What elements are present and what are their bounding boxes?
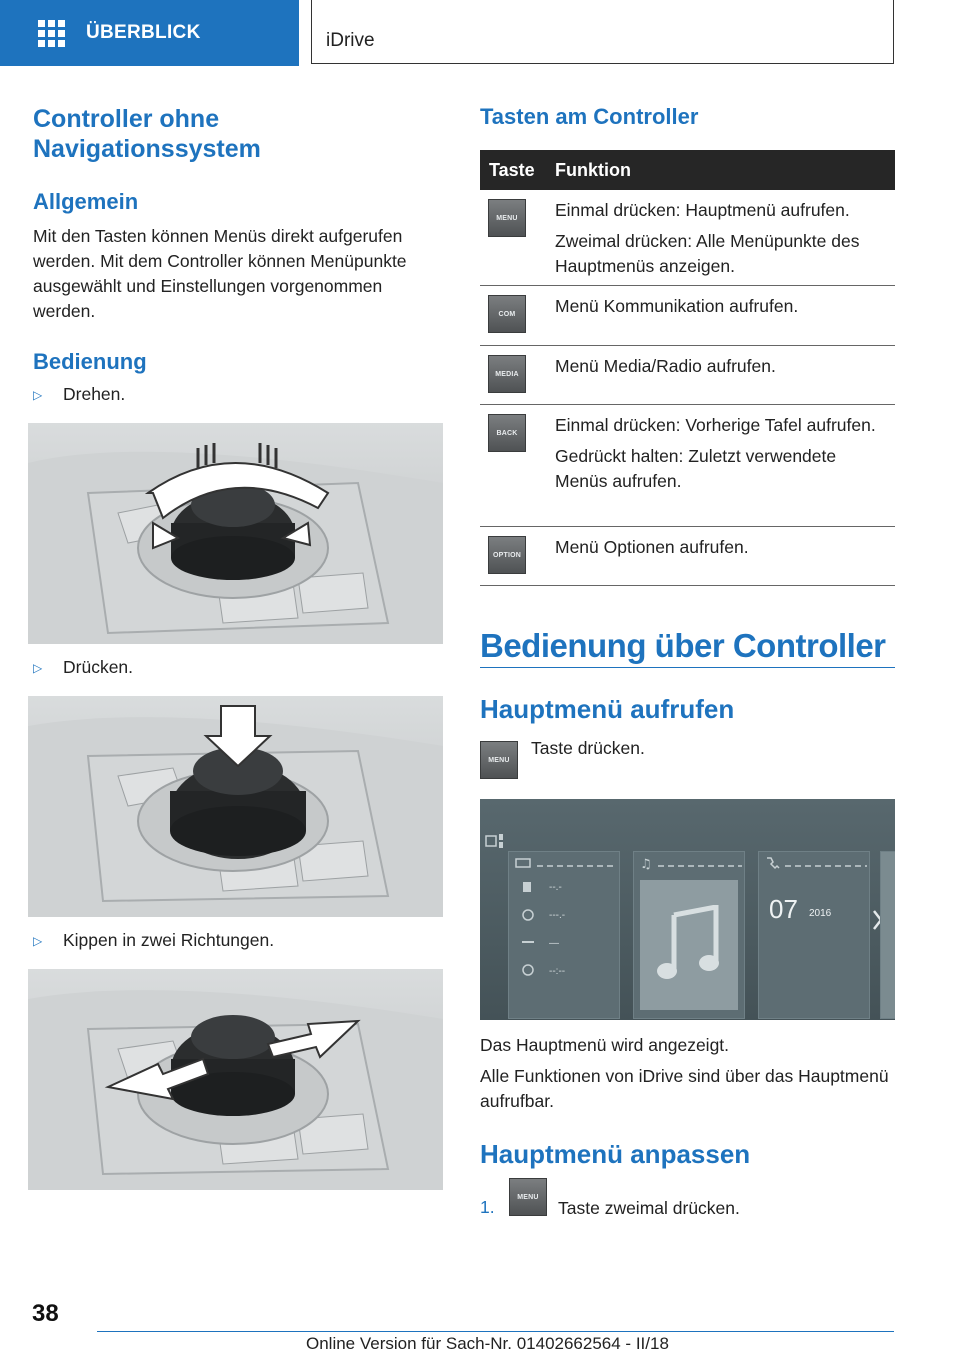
main-menu-shown-text: Das Hauptmenü wird angezeigt. [480,1035,730,1055]
next-tile [880,851,895,1019]
main-menu-screenshot [480,799,895,1020]
step-number: 1. [480,1197,495,1217]
svg-text:♫: ♫ [640,857,652,870]
bullet-text: Drücken. [63,657,134,677]
menu-key-icon: MENU [509,1178,547,1216]
controller-rotate-illustration [28,423,443,644]
menu-key-icon: MENU [488,199,526,237]
section-title-controller: Controller ohne Navigationssystem [33,105,261,163]
bullet-tilt [33,930,274,951]
function-text: Einmal drücken: Vorherige Tafel aufrufen. [555,415,876,435]
table-row [480,346,895,405]
page-number: 38 [32,1300,59,1327]
triangle-bullet-icon: ▷ [33,387,43,402]
subheading-adjust-main-menu: Hauptmenü anpassen [480,1139,751,1169]
column-header-key: Taste [489,159,535,180]
table-row [480,527,895,586]
section-title-operation: Bedienung über Controller [480,627,886,664]
bullet-text: Drehen. [63,384,126,404]
com-key-icon: COM [488,295,526,333]
step-text: Taste zweimal drücken. [558,1198,740,1218]
fuel-readout: --.- [549,882,562,893]
subheading-operation: Bedienung [33,349,147,374]
menu-key-icon: MENU [480,741,518,779]
grid-icon [38,20,64,46]
triangle-bullet-icon: ▷ [33,933,43,948]
triangle-bullet-icon: ▷ [33,660,43,675]
header-tab-label: ÜBERBLICK [86,22,201,43]
album-note-icon [654,905,724,985]
subheading-open-main-menu: Hauptmenü aufrufen [480,694,735,724]
table-header [480,150,895,190]
function-text: Zweimal drücken: Alle Menüpunkte des Hauptmenüs anzeigen. [555,231,860,276]
media-key-icon: MEDIA [488,355,526,393]
controller-press-image [28,696,443,917]
menu-status-icon [484,832,510,850]
option-key-icon: OPTION [488,536,526,574]
main-menu-functions-text: Alle Funktionen von iDrive sind über das Hauptmenü aufrufbar. [480,1066,889,1111]
trip-icons [521,880,537,980]
controller-rotate-image [28,423,443,644]
header-section [311,0,894,64]
general-text: Mit den Tasten können Menüs direkt aufgerufen werden. Mit dem Controller können Menüpunkte ausgewählt und Einstellungen vorgenommen werden. [33,226,407,321]
subheading-buttons: Tasten am Controller [480,104,699,129]
bullet-text: Kippen in zwei Richtungen. [63,930,275,950]
function-text: Gedrückt halten: Zuletzt verwendete Menüs aufrufen. [555,446,837,491]
date-day: 07 [769,894,798,924]
phone-icon [765,856,869,870]
buttons-table [480,150,895,586]
table-row [480,286,895,346]
range-readout: — [549,938,559,949]
controller-tilt-illustration [28,969,443,1190]
function-text: Menü Optionen aufrufen. [555,537,749,557]
bullet-press [33,657,133,678]
header-tab-overview[interactable] [0,0,299,66]
section-rule [480,667,895,668]
media-tile [633,851,745,1019]
table-row [480,190,895,286]
column-header-function: Funktion [555,159,631,180]
header-section-label: iDrive [326,30,375,51]
vehicle-info-tile [508,851,620,1019]
music-note-icon [640,856,744,870]
communication-tile [758,851,870,1019]
function-text: Menü Kommunikation aufrufen. [555,296,799,316]
car-icon [515,856,619,870]
controller-press-illustration [28,696,443,917]
speed-readout: ---.- [549,910,566,921]
function-text: Menü Media/Radio aufrufen. [555,356,776,376]
footer-rule [97,1331,894,1332]
subheading-general: Allgemein [33,189,139,214]
press-key-text: Taste drücken. [531,738,645,758]
function-text: Einmal drücken: Hauptmenü aufrufen. [555,200,850,220]
footer-text: Online Version für Sach-Nr. 01402662564 - II/18 [306,1334,669,1353]
bullet-rotate [33,384,125,405]
back-key-icon: BACK [488,414,526,452]
time-readout: --:-- [549,966,566,977]
album-art [640,880,738,1010]
table-row [480,405,895,527]
controller-tilt-image [28,969,443,1190]
date-year: 2016 [809,908,832,919]
